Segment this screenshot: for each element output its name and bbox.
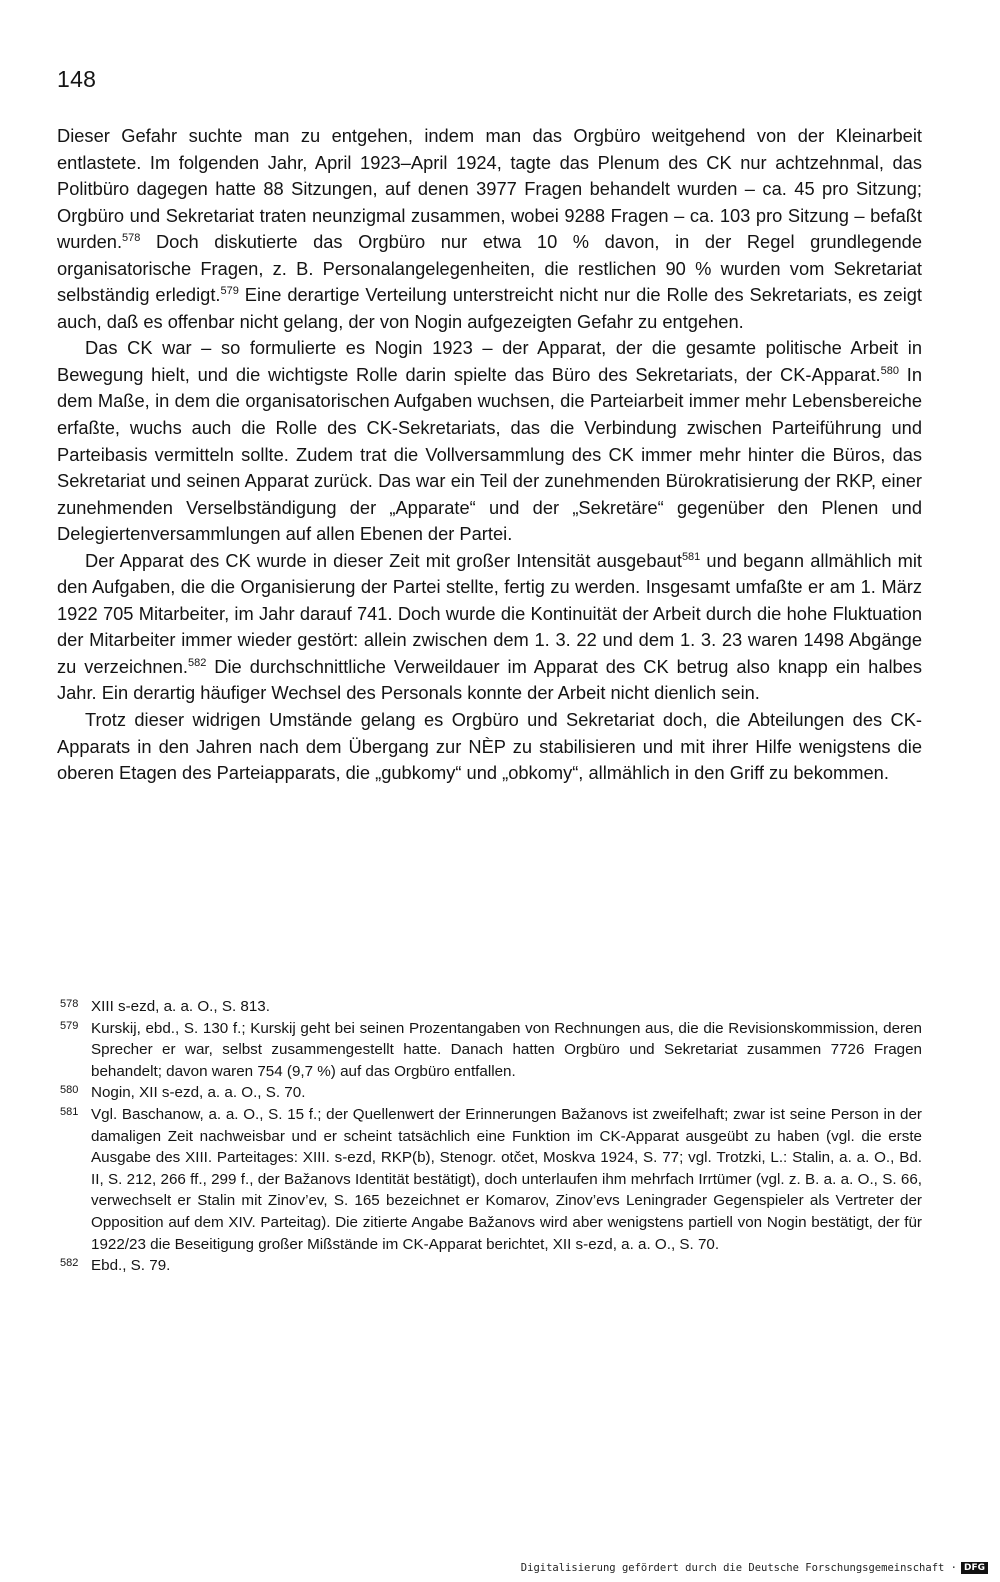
footnote-number: 578	[60, 998, 79, 1010]
paragraph-text: Eine derartige Verteilung unterstreicht nicht nur die Rolle des Sekretariats, es zeigt auch, daß es offenbar nicht gelang, der von Nogin aufgezeigten Gefahr zu entgehen.	[57, 284, 923, 332]
footnote-number: 580	[60, 1084, 79, 1097]
paragraph	[57, 707, 922, 787]
paragraph-text: In dem Maße, in dem die organisatorischen Aufgaben wuchsen, die Parteiarbeit immer mehr Lebensbereiche erfaßte, wuchs auch die Rolle des CK-Sekretariats, das die Verbindung zwischen Parteiführung und Parteibasis vermitteln sollte. Zudem trat die Vollversammlung des CK immer mehr hinter die Büros, das Sekretariat und seinen Apparat zurück. Das war ein Teil der zunehmenden Bürokratisierung der RKP, einer zunehmenden Verselbständigung der „Apparate“ und der „Sekretäre“ gegenüber den Plenen und Delegiertenversammlungen auf allen Ebenen der Partei.	[57, 363, 923, 545]
footnote-text: Ebd., S. 79.	[91, 1257, 171, 1275]
page-number: 148	[57, 66, 97, 92]
paragraph-text: Dieser Gefahr suchte man zu entgehen, indem man das Orgbüro weitgehend von der Kleinarbeit entlastete. Im folgenden Jahr, April 1923–April 1924, tagte das Plenum des CK nur achtzehnmal, das Politbüro dagegen hatte 88 Sitzungen, auf denen 3977 Fragen behandelt wurden – ca. 45 pro Sitzung; Orgbüro und Sekretariat traten neunzigmal zusammen, wobei 9288 Fragen – ca. 103 pro Sitzung – befaßt wurden.	[57, 125, 922, 253]
digitization-credit	[521, 1562, 988, 1574]
paragraph-text: Trotz dieser widrigen Umstände gelang es Orgbüro und Sekretariat doch, die Abteilungen des CK-Apparats in den Jahren nach dem Übergang zur NÈP zu stabilisieren und mit ihrer Hilfe wenigstens die oberen Etagen des Parteiapparats, die „gubkomy“ und „obkomy“, allmählich in den Griff zu bekommen.	[57, 709, 922, 784]
footnote	[60, 1104, 922, 1255]
paragraph-text: und begann allmählich mit den Aufgaben, die die Organisierung der Partei stellte, fertig zu werden. Insgesamt umfaßte er am 1. März 1922 705 Mitarbeiter, im Jahr darauf 741. Doch wurde die Kontinuität der Arbeit durch die hohe Fluktuation der Mitarbeiter immer wieder gestört: allein zwischen dem 1. 3. 22 und dem 1. 3. 23 waren 1498 Abgänge zu verzeichnen.	[57, 549, 922, 677]
footnote-ref: 581	[681, 550, 701, 563]
paragraph-text: Doch diskutierte das Orgbüro nur etwa 10 % davon, in der Regel grundlegende organisatorische Fragen, z. B. Personalangelegenheiten, die restlichen 90 % wurden vom Sekretariat selbständig erledigt.	[57, 231, 922, 306]
footnote-number: 581	[60, 1105, 79, 1118]
footnote-ref: 580	[880, 364, 899, 377]
footnote-ref: 582	[187, 656, 207, 669]
footnote-number: 582	[60, 1257, 79, 1270]
footnote-text: Nogin, XII s-ezd, a. a. O., S. 70.	[91, 1084, 306, 1102]
credit-text: Digitalisierung gefördert durch die Deutsche Forschungsgemeinschaft ·	[520, 1562, 957, 1574]
footnote-text: Vgl. Baschanow, a. a. O., S. 15 f.; der Quellenwert der Erinnerungen Bažanovs ist zweifelhaft; zwar ist seine Person in der damaligen Zeit nachweisbar und er scheint tatsächlich eine Funktion im CK-Apparat ausgeübt zu haben (vgl. die erste Ausgabe des XIII. Parteitages: XIII. s-ezd, RKP(b), Stenogr. otčet, Moskva 1924, S. 77; vgl. Trotzki, L.: Stalin, a. a. O., Bd. II, S. 212, 266 ff., 299 f., der Bažanovs Identität bestätigt), doch unterlaufen ihm mehrfach Irrtümer (vgl. z. B. a. a. O., S. 66, verwechselt er Stalin mit Zinov’ev, S. 165 bezeichnet er Komarov, Zinov’evs Leningrader Gegenspieler als Vertreter der Opposition auf dem XIV. Parteitag). Die zitierte Angabe Bažanovs wird aber wenigstens partiell von Nogin bestätigt, der für 1922/23 die Beseitigung großer Mißstände im CK-Apparat berichtet, XII s-ezd, a. a. O., S. 70.	[91, 1105, 922, 1253]
footnote	[60, 996, 922, 1018]
main-text	[57, 123, 922, 787]
paragraph-text: Das CK war – so formulierte es Nogin 1923 – der Apparat, der die gesamte politische Arbeit in Bewegung hielt, und die wichtigste Rolle darin spielte das Büro des Sekretariats, der CK-Apparat.	[57, 337, 922, 385]
footnote-text: XIII s-ezd, a. a. O., S. 813.	[91, 998, 270, 1015]
footnotes	[60, 996, 922, 1277]
dfg-logo: DFG	[961, 1562, 988, 1574]
footnote	[60, 1255, 922, 1277]
paragraph	[57, 123, 922, 335]
paragraph	[57, 548, 922, 707]
paragraph-text: Der Apparat des CK wurde in dieser Zeit mit großer Intensität ausgebaut	[85, 549, 682, 571]
paragraph	[57, 335, 922, 547]
paragraph-text: Die durchschnittliche Verweildauer im Apparat des CK betrug also knapp ein halbes Jahr. Ein derartig häufiger Wechsel des Personals konnte der Arbeit nicht dienlich sein.	[57, 655, 922, 704]
footnote-number: 579	[60, 1019, 79, 1032]
footnote-text: Kurskij, ebd., S. 130 f.; Kurskij geht bei seinen Prozentangaben von Rechnungen aus, die die Revisionskommission, deren Sprecher er war, selbst zusammengestellt hatte. Danach hatten Orgbüro und Sekretariat zusammen 7726 Fragen behandelt; davon waren 754 (9,7 %) auf das Orgbüro entfallen.	[91, 1019, 922, 1080]
footnote-ref: 579	[220, 285, 239, 298]
footnote	[60, 1018, 922, 1083]
footnote-ref: 578	[122, 232, 141, 245]
footnote	[60, 1082, 922, 1104]
